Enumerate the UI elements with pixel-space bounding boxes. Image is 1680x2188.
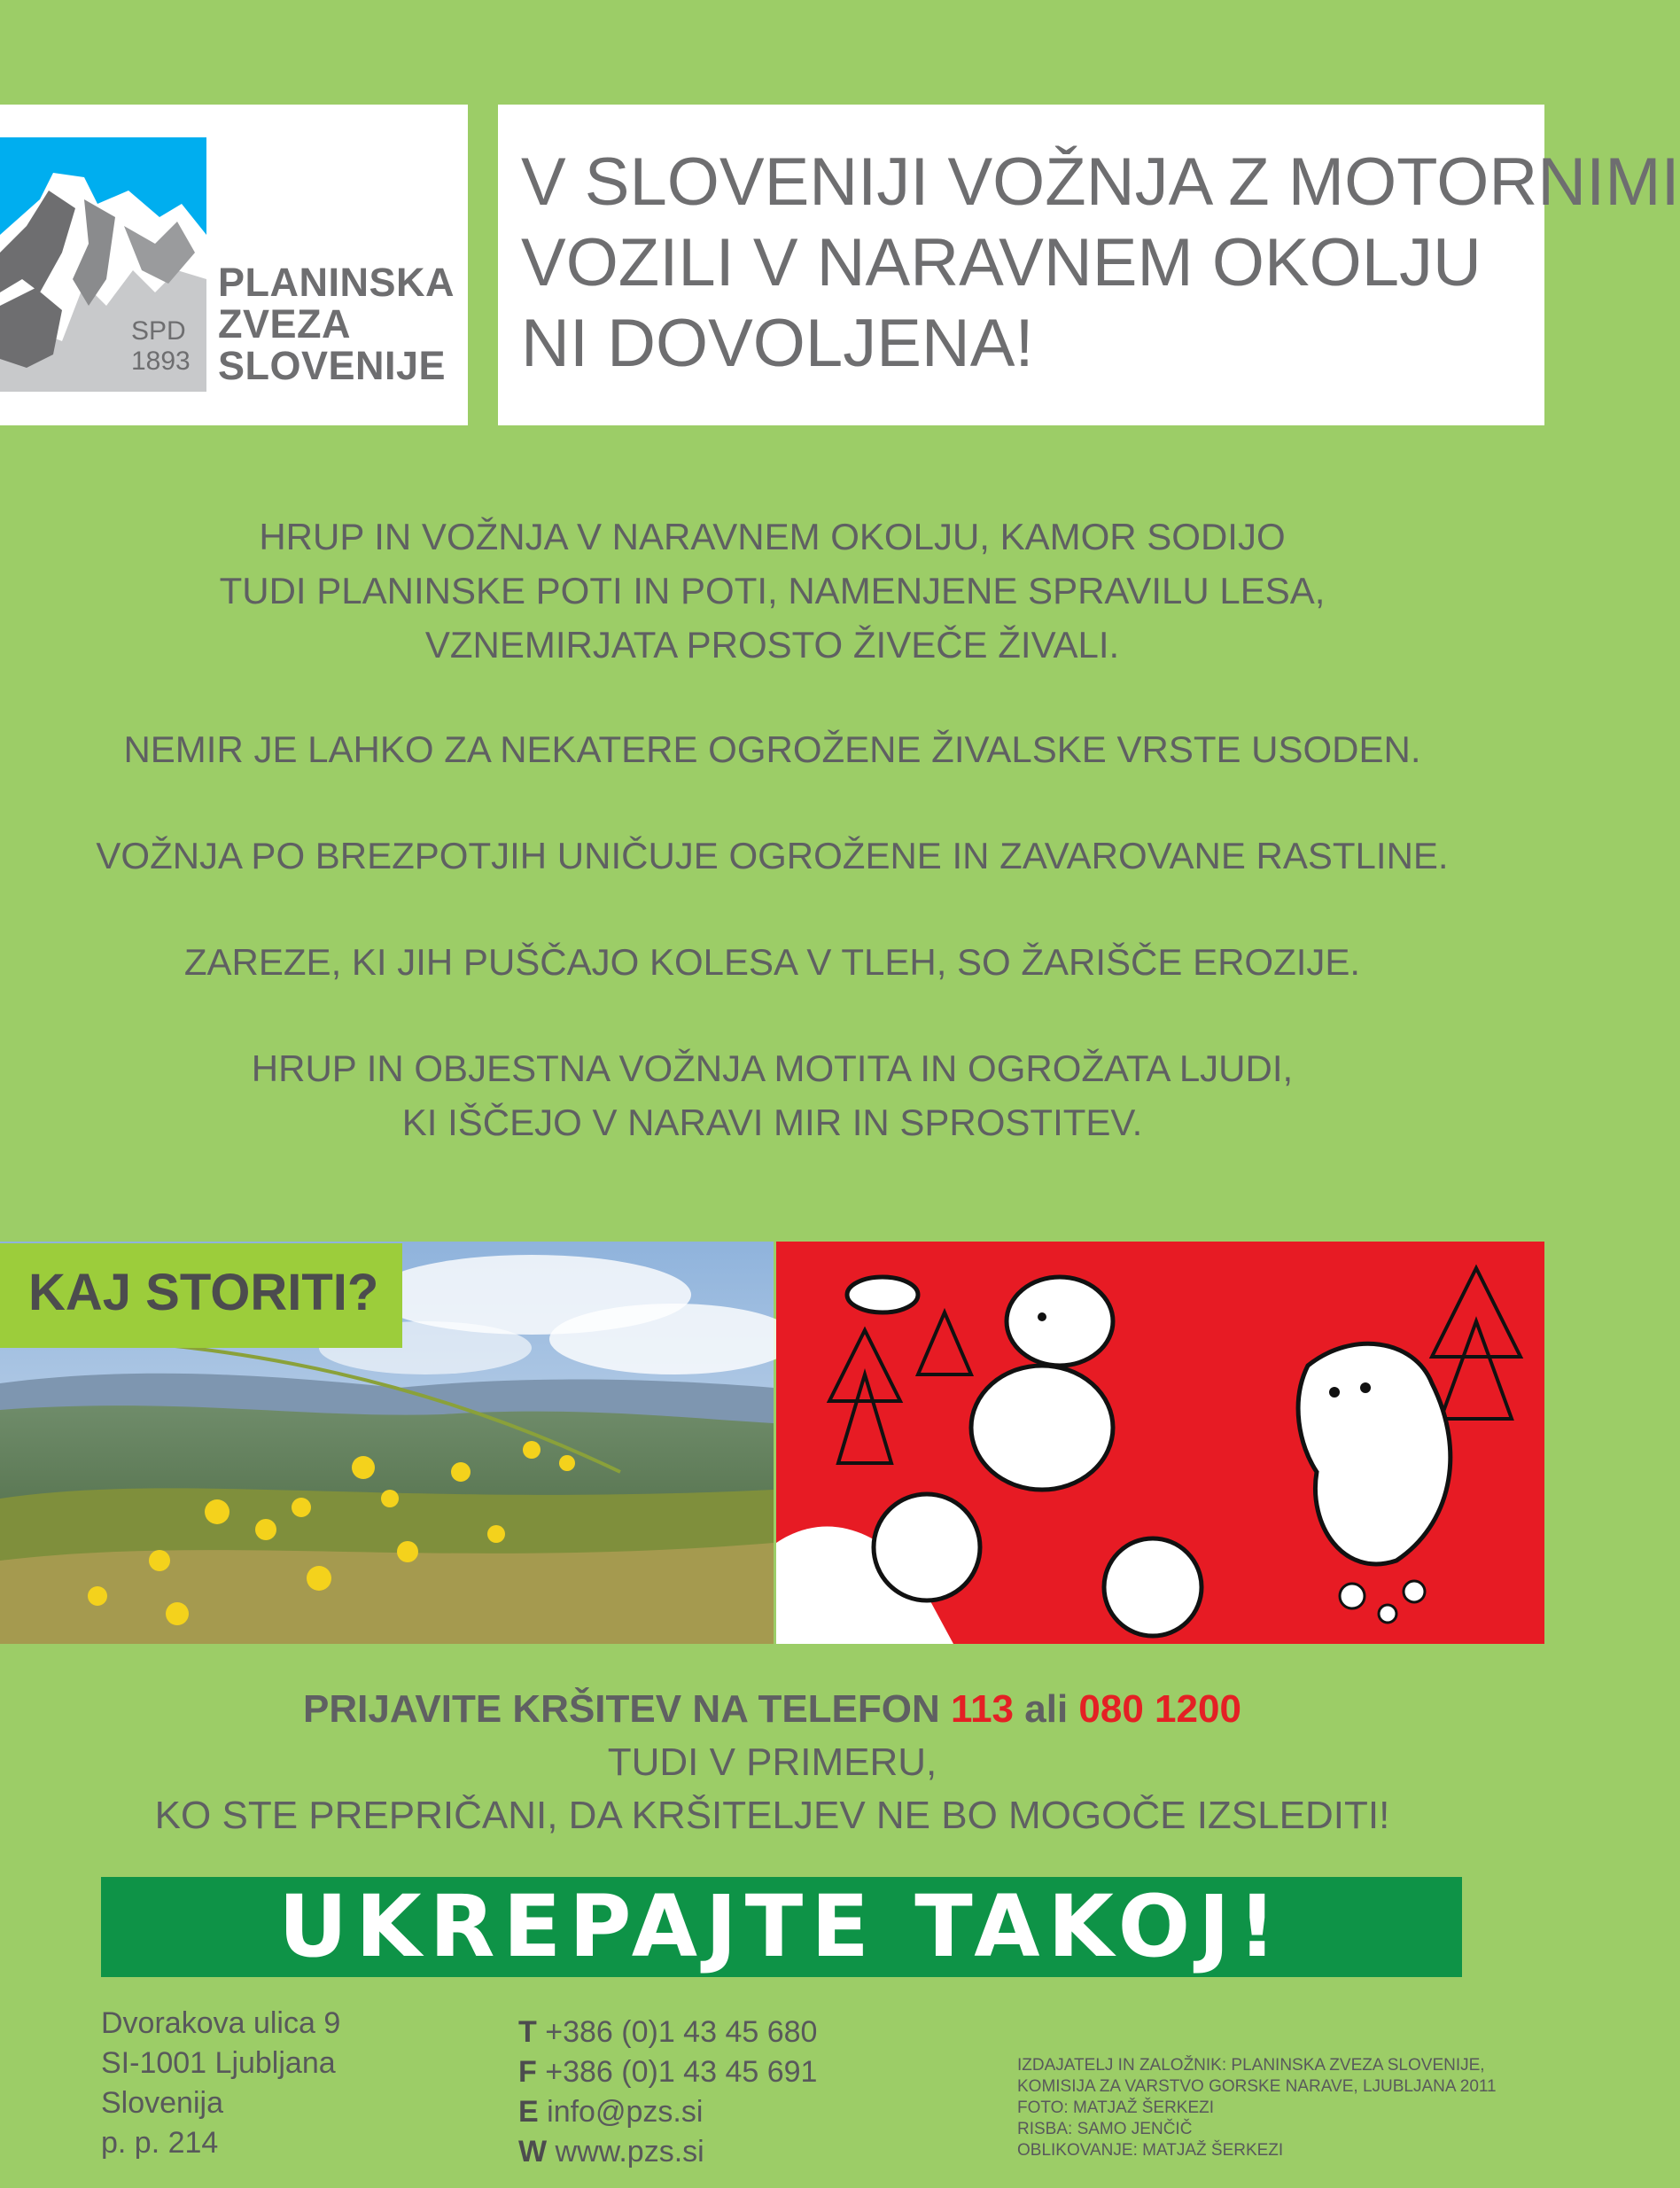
credits-line: KOMISIJA ZA VARSTVO GORSKE NARAVE, LJUBLJANA 2011 xyxy=(1017,2077,1497,2096)
report-conj: ali xyxy=(1024,1687,1069,1731)
logo-badge-top: SPD xyxy=(131,316,186,346)
paragraph-line: VOŽNJA PO BREZPOTJIH UNIČUJE OGROŽENE IN ZAVAROVANE RASTLINE. xyxy=(96,835,1449,876)
report-prefix: PRIJAVITE KRŠITEV NA TELEFON xyxy=(303,1687,940,1731)
paragraph-people xyxy=(0,1041,1544,1149)
logo-wordmark xyxy=(218,261,455,386)
contact-fax xyxy=(518,2052,817,2092)
address-line: Slovenija xyxy=(101,2086,223,2120)
contact-value: +386 (0)1 43 45 680 xyxy=(545,2015,818,2049)
credits-line: FOTO: MATJAŽ ŠERKEZI xyxy=(1017,2098,1215,2117)
action-banner-text: UKREPAJTE TAKOJ! xyxy=(278,1877,1285,1976)
contact-key: W xyxy=(518,2135,548,2169)
phone-080[interactable]: 080 1200 xyxy=(1078,1687,1241,1731)
address-line: Dvorakova ulica 9 xyxy=(101,2006,341,2040)
paragraph-line: KI IŠČEJO V NARAVI MIR IN SPROSTITEV. xyxy=(401,1102,1143,1143)
credits-line: OBLIKOVANJE: MATJAŽ ŠERKEZI xyxy=(1017,2141,1284,2160)
paragraph-noise xyxy=(0,510,1544,672)
title-line: VOZILI V NARAVNEM OKOLJU xyxy=(521,225,1482,300)
paragraph-line: HRUP IN OBJESTNA VOŽNJA MOTITA IN OGROŽATA LJUDI, xyxy=(251,1047,1294,1089)
contact-block xyxy=(518,2013,817,2172)
motorcycle-cartoon xyxy=(776,1242,1544,1644)
title-line: NI DOVOLJENA! xyxy=(521,306,1034,381)
contact-key: F xyxy=(518,2055,537,2089)
contact-phone[interactable] xyxy=(518,2013,817,2052)
address-line: p. p. 214 xyxy=(101,2126,219,2160)
contact-key: E xyxy=(518,2095,539,2129)
report-line-2: TUDI V PRIMERU, xyxy=(607,1740,937,1784)
paragraph-plants xyxy=(0,829,1544,883)
contact-value: www.pzs.si xyxy=(555,2135,704,2169)
phone-113[interactable]: 113 xyxy=(951,1687,1015,1731)
paragraph-line: ZAREZE, KI JIH PUŠČAJO KOLESA V TLEH, SO ŽARIŠČE EROZIJE. xyxy=(183,941,1361,983)
paragraph-line: NEMIR JE LAHKO ZA NEKATERE OGROŽENE ŽIVALSKE VRSTE USODEN. xyxy=(123,728,1421,770)
title-line: V SLOVENIJI VOŽNJA Z MOTORNIMI xyxy=(521,144,1680,220)
mountain-logo-icon xyxy=(0,137,206,392)
kaj-storiti-label: KAJ STORITI? xyxy=(28,1264,379,1321)
credits-line: RISBA: SAMO JENČIČ xyxy=(1017,2120,1193,2138)
credits-block xyxy=(1017,2055,1497,2161)
credits-line: IZDAJATELJ IN ZALOŽNIK: PLANINSKA ZVEZA SLOVENIJE, xyxy=(1017,2056,1485,2075)
contact-web[interactable] xyxy=(518,2132,817,2172)
logo-line: SLOVENIJE xyxy=(218,343,447,388)
logo-badge-bottom: 1893 xyxy=(131,346,191,376)
address-line: SI-1001 Ljubljana xyxy=(101,2046,336,2080)
paragraph-erosion xyxy=(0,935,1544,989)
logo-line: PLANINSKA xyxy=(218,260,455,305)
paragraph-species xyxy=(0,722,1544,776)
contact-key: T xyxy=(518,2015,537,2049)
contact-value: info@pzs.si xyxy=(547,2095,704,2129)
logo-line: ZVEZA xyxy=(218,301,352,346)
report-line-3: KO STE PREPRIČANI, DA KRŠITELJEV NE BO MOGOČE IZSLEDITI! xyxy=(154,1794,1390,1837)
contact-email[interactable] xyxy=(518,2092,817,2132)
paragraph-line: HRUP IN VOŽNJA V NARAVNEM OKOLJU, KAMOR SODIJO xyxy=(259,516,1286,557)
page-title xyxy=(521,142,1680,384)
address-block xyxy=(101,2004,340,2163)
paragraph-line: TUDI PLANINSKE POTI IN POTI, NAMENJENE SPRAVILU LESA, xyxy=(219,570,1326,611)
paragraph-line: VZNEMIRJATA PROSTO ŽIVEČE ŽIVALI. xyxy=(424,624,1120,666)
report-line xyxy=(0,1683,1544,1736)
contact-value: +386 (0)1 43 45 691 xyxy=(545,2055,818,2089)
